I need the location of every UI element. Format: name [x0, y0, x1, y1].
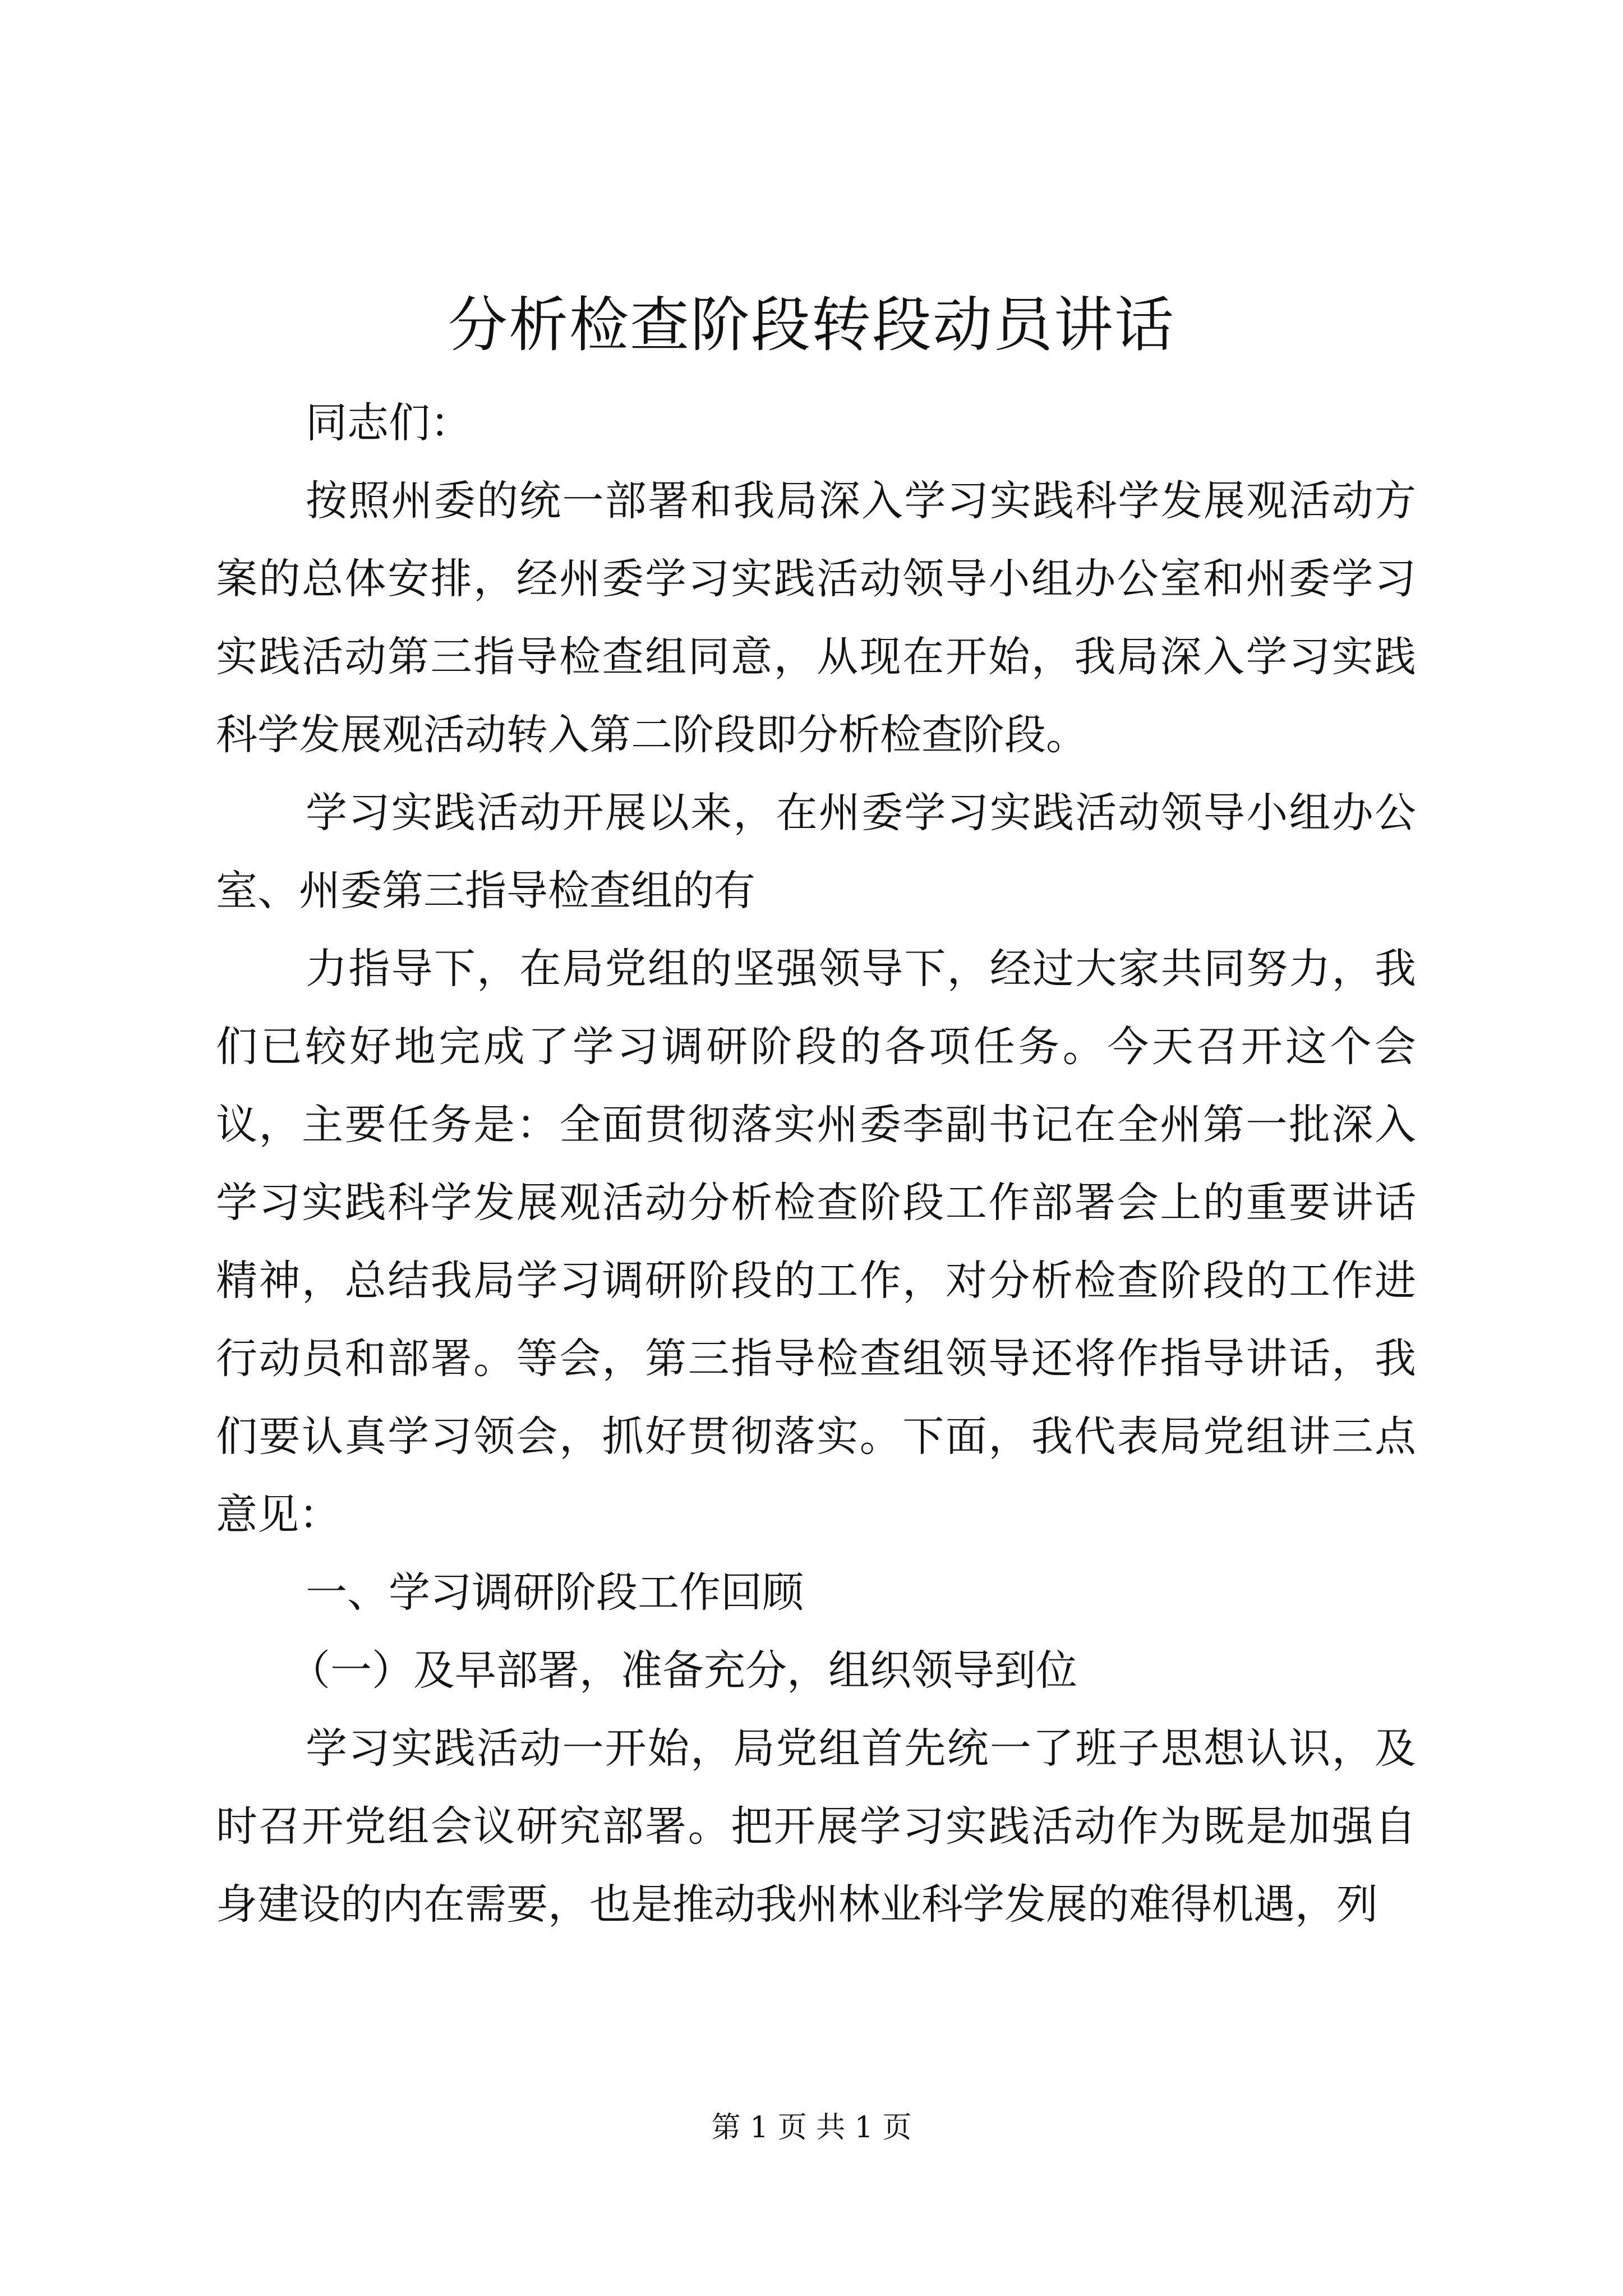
- paragraph-intro: 按照州委的统一部署和我局深入学习实践科学发展观活动方案的总体安排，经州委学习实践活动领导小组办公室和州委学习实践活动第三指导检查组同意，从现在开始，我局深入学习实践科学发展观活动转入第二阶段即分析检查阶段。: [216, 477, 1416, 759]
- paragraph-meeting-tasks: 力指导下，在局党组的坚强领导下，经过大家共同努力，我们已较好地完成了学习调研阶段的各项任务。今天召开这个会议，主要任务是：全面贯彻落实州委李副书记在全州第一批深入学习实践科学发展观活动分析检查阶段工作部署会上的重要讲话精神，总结我局学习调研阶段的工作，对分析检查阶段的工作进行动员和部署。等会，第三指导检查组领导还将作指导讲话，我们要认真学习领会，抓好贯彻落实。下面，我代表局党组讲三点意见：: [216, 945, 1416, 1539]
- document-body: [216, 384, 1416, 1944]
- document-title: 分析检查阶段转段动员讲话: [448, 291, 1175, 360]
- section-heading-review: 一、学习调研阶段工作回顾: [306, 1568, 804, 1617]
- paragraph-activity-start: 学习实践活动一开始，局党组首先统一了班子思想认识，及时召开党组会议研究部署。把开展学习实践活动作为既是加强自身建设的内在需要，也是推动我州林业科学发展的难得机遇，列: [216, 1724, 1416, 1929]
- paragraph-salutation: 同志们：: [306, 399, 472, 447]
- paragraph-since-launch: 学习实践活动开展以来，在州委学习实践活动领导小组办公室、州委第三指导检查组的有: [216, 789, 1416, 915]
- page-footer: 第 1 页 共 1 页: [711, 2111, 912, 2145]
- subsection-heading-deployment: （一）及早部署，准备充分，组织领导到位: [289, 1646, 1077, 1695]
